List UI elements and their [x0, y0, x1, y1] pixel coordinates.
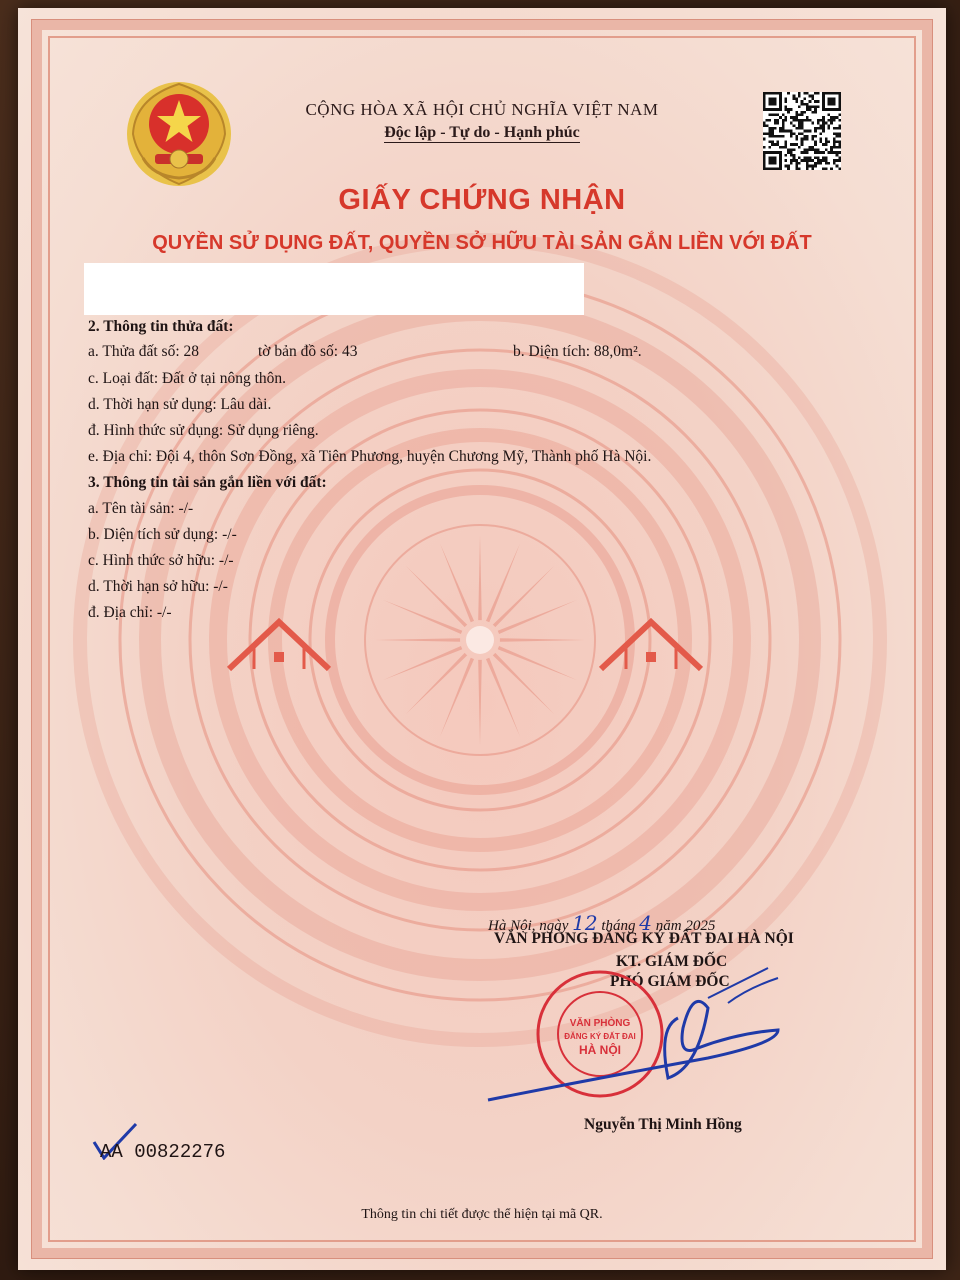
- qr-footer-note: Thông tin chi tiết được thể hiện tại mã QR.: [361, 1207, 603, 1222]
- svg-text:VĂN PHÒNG: VĂN PHÒNG: [569, 1018, 631, 1029]
- certificate-title: GIẤY CHỨNG NHẬN: [338, 184, 626, 216]
- national-motto: Độc lập - Tự do - Hạnh phúc: [384, 124, 580, 141]
- issue-day: 12: [572, 911, 598, 935]
- asset-ownership-form: c. Hình thức sở hữu: -/-: [88, 552, 234, 569]
- signer-authority: KT. GIÁM ĐỐC: [616, 953, 728, 970]
- svg-text:ĐĂNG KÝ ĐẤT ĐAI: ĐĂNG KÝ ĐẤT ĐAI: [564, 1032, 636, 1041]
- section3-heading: 3. Thông tin tài sản gắn liền với đất:: [88, 474, 327, 491]
- signer-title: PHÓ GIÁM ĐỐC: [610, 973, 730, 990]
- svg-text:HÀ NỘI: HÀ NỘI: [579, 1043, 621, 1057]
- redaction-box: [84, 263, 584, 315]
- certificate-paper: [18, 8, 946, 1270]
- certificate-subtitle: QUYỀN SỬ DỤNG ĐẤT, QUYỀN SỞ HỮU TÀI SẢN GẮN LIỀN VỚI ĐẤT: [152, 232, 812, 254]
- map-sheet-number: tờ bản đồ số: 43: [258, 343, 358, 360]
- parcel-address: e. Địa chỉ: Đội 4, thôn Sơn Đồng, xã Tiên Phương, huyện Chương Mỹ, Thành phố Hà Nội.: [88, 448, 652, 465]
- signer-name: Nguyễn Thị Minh Hồng: [584, 1116, 742, 1133]
- asset-address: đ. Địa chỉ: -/-: [88, 604, 172, 621]
- asset-ownership-term: d. Thời hạn sở hữu: -/-: [88, 578, 228, 595]
- parcel-area: b. Diện tích: 88,0m².: [513, 343, 642, 360]
- asset-name: a. Tên tài sản: -/-: [88, 500, 194, 517]
- house-watermark-icon: [596, 614, 706, 674]
- land-type: c. Loại đất: Đất ở tại nông thôn.: [88, 370, 287, 387]
- house-watermark-icon: [224, 614, 334, 674]
- nation-name: CỘNG HÒA XÃ HỘI CHỦ NGHĨA VIỆT NAM: [305, 100, 659, 119]
- handwritten-signature: [478, 948, 838, 1108]
- asset-used-area: b. Diện tích sử dụng: -/-: [88, 526, 237, 543]
- issue-date: Hà Nội, ngày 12 tháng 4 năm 2025: [488, 911, 716, 935]
- section2-heading: 2. Thông tin thửa đất:: [88, 318, 234, 335]
- usage-term: d. Thời hạn sử dụng: Lâu dài.: [88, 396, 272, 413]
- parcel-number: a. Thửa đất số: 28: [88, 343, 199, 360]
- usage-form: đ. Hình thức sử dụng: Sử dụng riêng.: [88, 422, 319, 439]
- issuing-office: VĂN PHÒNG ĐĂNG KÝ ĐẤT ĐAI HÀ NỘI: [494, 930, 794, 947]
- serial-number: AA 00822276: [100, 1141, 226, 1163]
- issue-month: 4: [639, 911, 653, 935]
